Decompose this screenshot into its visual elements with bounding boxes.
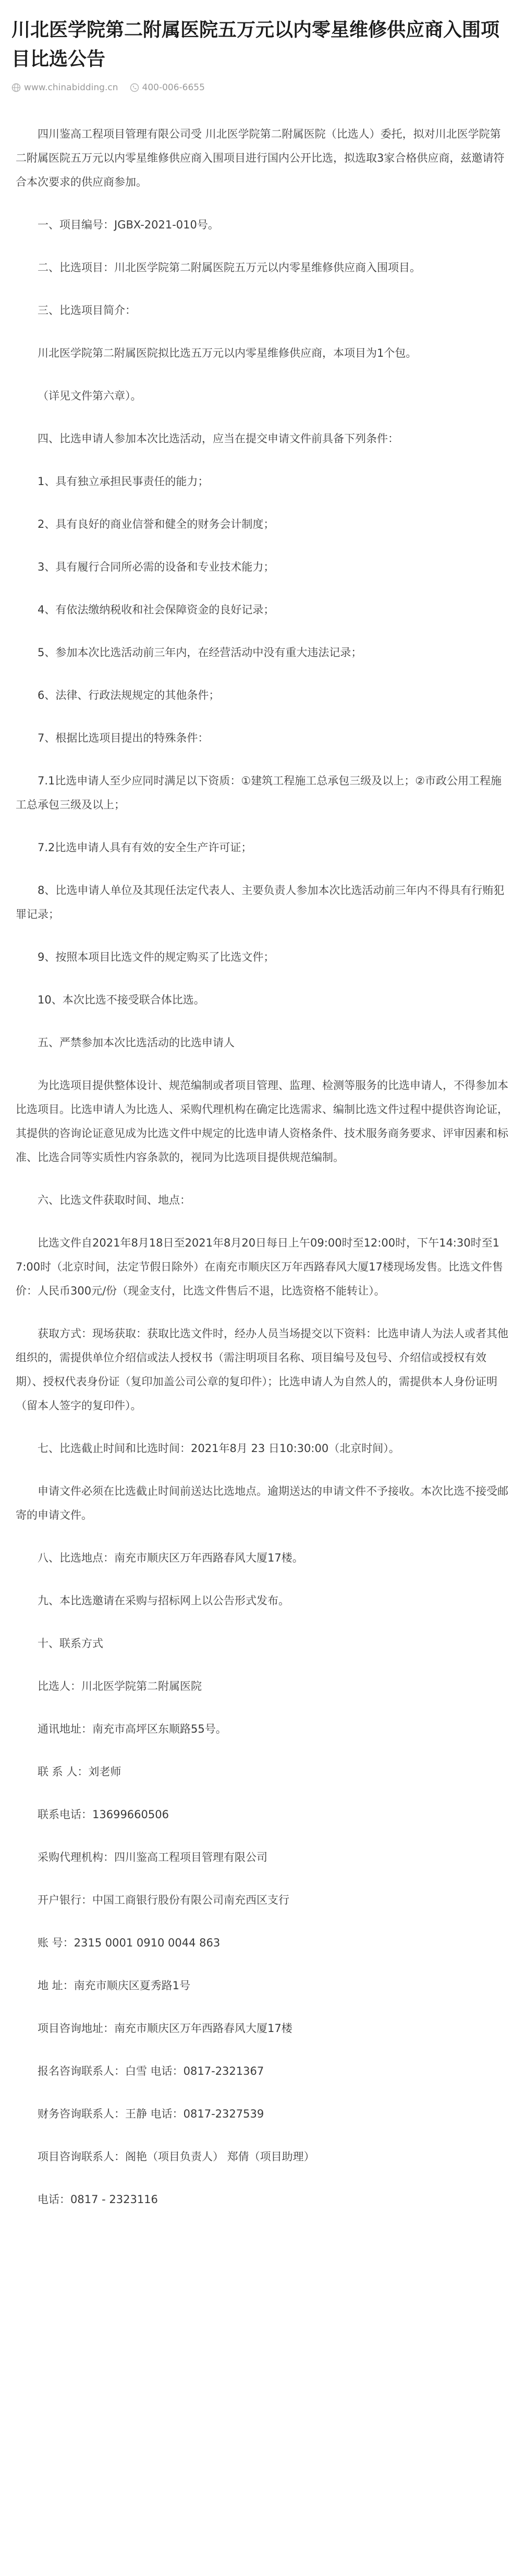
project-number: 一、项目编号：JGBX-2021-010号。 (38, 219, 219, 231)
prohibited-heading: 五、严禁参加本次比选活动的比选申请人 (38, 1036, 235, 1049)
intro-paragraph: 四川鉴高工程项目管理有限公司受 川北医学院第二附属医院（比选人）委托，拟对川北医学院第二附属医院五万元以内零星维修供应商入围项目进行国内公开比选，拟选取3家合格供应商，兹邀请符合本次要求的供应商参加。 (16, 128, 505, 188)
contact-line: 联系电话：13699660506 (38, 1808, 169, 1821)
phone-number: 400-006-6655 (142, 82, 205, 93)
condition-item: 3、具有履行合同所必需的设备和专业技术能力； (38, 561, 275, 573)
file-acquisition-time: 比选文件自2021年8月18日至2021年8月20日每日上午09:00时至12:00时，下午14:30时至17:00时（北京时间，法定节假日除外）在南充市顺庆区万年西路春风大厦17楼现场发售。比选文件售价：人民币300元/份（现金支付，比选文件售后不退，比选资格不能转让）。 (16, 1237, 503, 1297)
contact-line: 开户银行：中国工商银行股份有限公司南充西区支行 (38, 1894, 289, 1906)
condition-item: 7.1比选申请人至少应同时满足以下资质：①建筑工程施工总承包三级及以上；②市政公用工程施工总承包三级及以上； (16, 775, 502, 811)
condition-item: 1、具有独立承担民事责任的能力； (38, 475, 209, 488)
page-title: 川北医学院第二附属医院五万元以内零星维修供应商入围项目比选公告 (11, 19, 500, 70)
condition-item: 5、参加本次比选活动前三年内，在经营活动中没有重大违法记录； (38, 646, 362, 659)
project-intro-note: （详见文件第六章）。 (38, 390, 142, 402)
project-name: 二、比选项目：川北医学院第二附属医院五万元以内零星维修供应商入围项目。 (38, 261, 421, 274)
contact-line: 电话：0817 - 2323116 (38, 2193, 158, 2206)
contact-line: 比选人：川北医学院第二附属医院 (38, 1680, 202, 1692)
deadline-paragraph: 七、比选截止时间和比选时间：2021年8月 23 日10:30:00（北京时间）。 (38, 1442, 400, 1455)
contact-line: 账 号：2315 0001 0910 0044 863 (38, 1937, 221, 1949)
site-link[interactable]: www.chinabidding.cn (24, 82, 118, 93)
condition-item: 8、比选申请人单位及其现任法定代表人、主要负责人参加本次比选活动前三年内不得具有行贿犯罪记录； (16, 884, 505, 921)
project-intro-heading: 三、比选项目简介： (38, 304, 136, 317)
contact-line: 联 系 人：刘老师 (38, 1765, 121, 1778)
announcement-body (11, 113, 514, 2221)
condition-item: 9、按照本项目比选文件的规定购买了比选文件； (38, 951, 275, 963)
contact-line: 财务咨询联系人：王静 电话：0817-2327539 (38, 2108, 264, 2120)
contact-line: 采购代理机构：四川鉴高工程项目管理有限公司 (38, 1851, 267, 1864)
condition-item: 7.2比选申请人具有有效的安全生产许可证； (38, 841, 252, 854)
condition-item: 6、法律、行政法规规定的其他条件； (38, 689, 220, 702)
deadline-note: 申请文件必须在比选截止时间前送达比选地点。逾期送达的申请文件不予接收。本次比选不接受邮寄的申请文件。 (16, 1485, 508, 1521)
contact-line: 报名咨询联系人：白雪 电话：0817-2321367 (38, 2065, 264, 2077)
condition-item: 7、根据比选项目提出的特殊条件： (38, 732, 209, 744)
project-intro-text: 川北医学院第二附属医院拟比选五万元以内零星维修供应商，本项目为1个包。 (38, 347, 417, 359)
conditions-heading: 四、比选申请人参加本次比选活动，应当在提交申请文件前具备下列条件： (38, 432, 399, 445)
contact-line: 通讯地址：南充市高坪区东顺路55号。 (38, 1723, 227, 1735)
phone-icon (130, 83, 139, 92)
publication-paragraph: 九、本比选邀请在采购与招标网上以公告形式发布。 (38, 1594, 289, 1607)
file-acquisition-heading: 六、比选文件获取时间、地点： (38, 1194, 191, 1206)
contact-line: 项目咨询联系人：阁艳（项目负责人） 郑倩（项目助理） (38, 2150, 315, 2163)
condition-item: 10、本次比选不接受联合体比选。 (38, 994, 205, 1006)
condition-item: 4、有依法缴纳税收和社会保障资金的良好记录； (38, 603, 275, 616)
contact-heading: 十、联系方式 (38, 1637, 103, 1650)
venue-paragraph: 八、比选地点：南充市顺庆区万年西路春风大厦17楼。 (38, 1552, 303, 1564)
prohibited-text: 为比选项目提供整体设计、规范编制或者项目管理、监理、检测等服务的比选申请人，不得参加本比选项目。比选申请人为比选人、采购代理机构在确定比选需求、编制比选文件过程中提供咨询论证，其提供的咨询论证意见成为比选文件中规定的比选申请人资格条件、技术服务商务要求、评审因素和标准、比选合同等实质性内容条款的，视同为比选项目提供规范编制。 (16, 1079, 508, 1164)
condition-item: 2、具有良好的商业信誉和健全的财务会计制度； (38, 518, 275, 530)
contact-line: 地 址：南充市顺庆区夏秀路1号 (38, 1979, 191, 1992)
file-acquisition-method: 获取方式：现场获取：获取比选文件时，经办人员当场提交以下资料：比选申请人为法人或者其他组织的，需提供单位介绍信或法人授权书（需注明项目名称、项目编号及包号、介绍信或授权有效期）、授权代表身份证（复印加盖公司公章的复印件）；比选申请人为自然人的，需提供本人身份证明（留本人签字的复印件）。 (16, 1327, 508, 1412)
meta-bar (11, 80, 514, 95)
globe-icon (11, 83, 21, 92)
contact-line: 项目咨询地址：南充市顺庆区万年西路春风大厦17楼 (38, 2022, 292, 2035)
